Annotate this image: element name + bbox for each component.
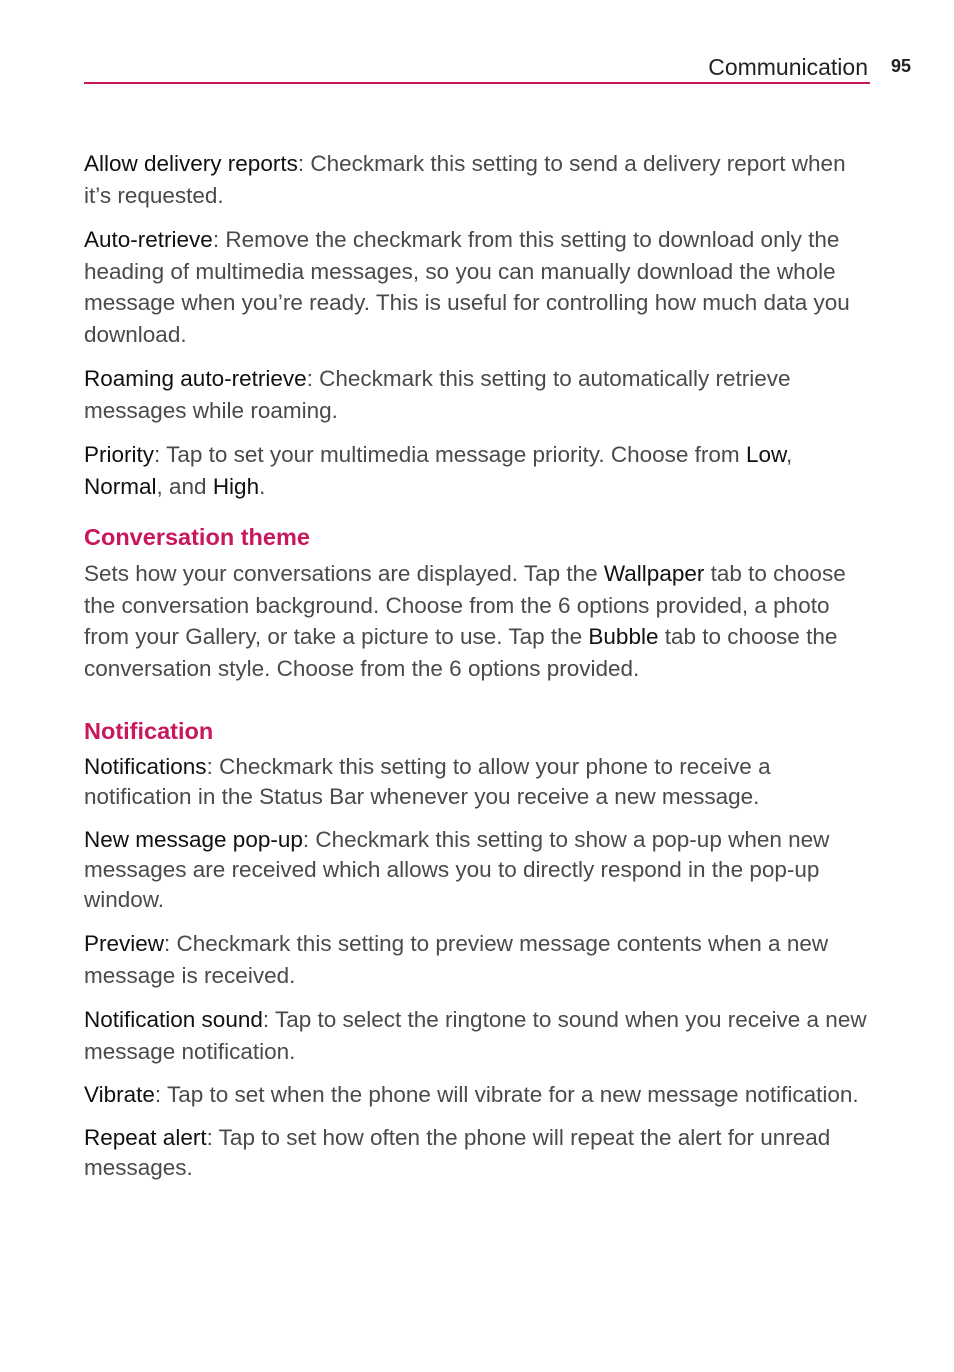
- description-text: tab to choose the conversation style. Choose from the 6 options provided.: [84, 624, 838, 681]
- setting-term: Allow delivery reports: [84, 151, 298, 176]
- setting-term: Repeat alert: [84, 1125, 207, 1150]
- setting-priority: [84, 439, 870, 502]
- setting-notifications: [84, 752, 870, 812]
- setting-auto-retrieve: [84, 224, 870, 350]
- setting-roaming-auto-retrieve: [84, 363, 870, 426]
- setting-repeat-alert: [84, 1123, 870, 1183]
- heading-conversation-theme: Conversation theme: [84, 524, 310, 550]
- setting-term: Auto-retrieve: [84, 227, 213, 252]
- setting-new-message-popup: [84, 825, 870, 915]
- description-text: tab to choose the conversation background. Choose from the 6 options provided, a photo from your Gallery, or take a picture to use. Tap the: [84, 561, 846, 649]
- option-low: Low: [745, 442, 786, 467]
- setting-term: New message pop-up: [84, 827, 303, 852]
- setting-notification-sound: [84, 1004, 870, 1067]
- separator: ,: [785, 442, 793, 467]
- sentence-end: .: [259, 473, 266, 499]
- page-number: 95: [891, 56, 912, 76]
- setting-description: : Tap to set when the phone will vibrate for a new message notification.: [154, 1082, 859, 1107]
- wallpaper-tab-name: Wallpaper: [603, 561, 705, 586]
- setting-description: : Checkmark this setting to send a delivery report when it’s requested.: [84, 151, 846, 208]
- option-high: High: [212, 473, 260, 499]
- setting-term: Notification sound: [84, 1007, 263, 1032]
- setting-description: : Checkmark this setting to show a pop-up when new messages are received which allows you to directly respond in the pop-up window.: [84, 827, 830, 912]
- setting-description: : Tap to set how often the phone will repeat the alert for unread messages.: [84, 1125, 831, 1180]
- setting-allow-delivery-reports: [84, 148, 870, 211]
- setting-description: : Checkmark this setting to preview message contents when a new message is received.: [84, 931, 829, 988]
- heading-notification: Notification: [84, 718, 214, 744]
- setting-description: : Tap to set your multimedia message priority. Choose from: [154, 442, 746, 467]
- setting-vibrate: [84, 1080, 870, 1110]
- setting-term: Vibrate: [84, 1082, 155, 1107]
- setting-description: : Checkmark this setting to allow your phone to receive a notification in the Status Bar whenever you receive a new message.: [84, 754, 771, 809]
- section-title: Communication: [708, 54, 868, 80]
- conversation-theme-description: [84, 558, 870, 684]
- setting-term: Priority: [84, 442, 155, 467]
- setting-description: : Checkmark this setting to automatically retrieve messages while roaming.: [84, 366, 791, 423]
- setting-term: Preview: [84, 931, 165, 956]
- setting-description: : Remove the checkmark from this setting to download only the heading of multimedia messages, so you can manually download the whole message when you’re ready. This is useful for controlling how much data you download.: [84, 227, 850, 347]
- page-content: [84, 148, 870, 1196]
- option-normal: Normal: [84, 473, 157, 499]
- setting-preview: [84, 928, 870, 991]
- setting-description: : Tap to select the ringtone to sound when you receive a new message notification.: [84, 1007, 867, 1064]
- description-text: Sets how your conversations are displayed. Tap the: [84, 561, 604, 586]
- bubble-tab-name: Bubble: [588, 624, 659, 649]
- page-header: [84, 52, 870, 84]
- separator: , and: [156, 473, 213, 499]
- setting-term: Notifications: [84, 754, 207, 779]
- setting-term: Roaming auto-retrieve: [84, 366, 307, 391]
